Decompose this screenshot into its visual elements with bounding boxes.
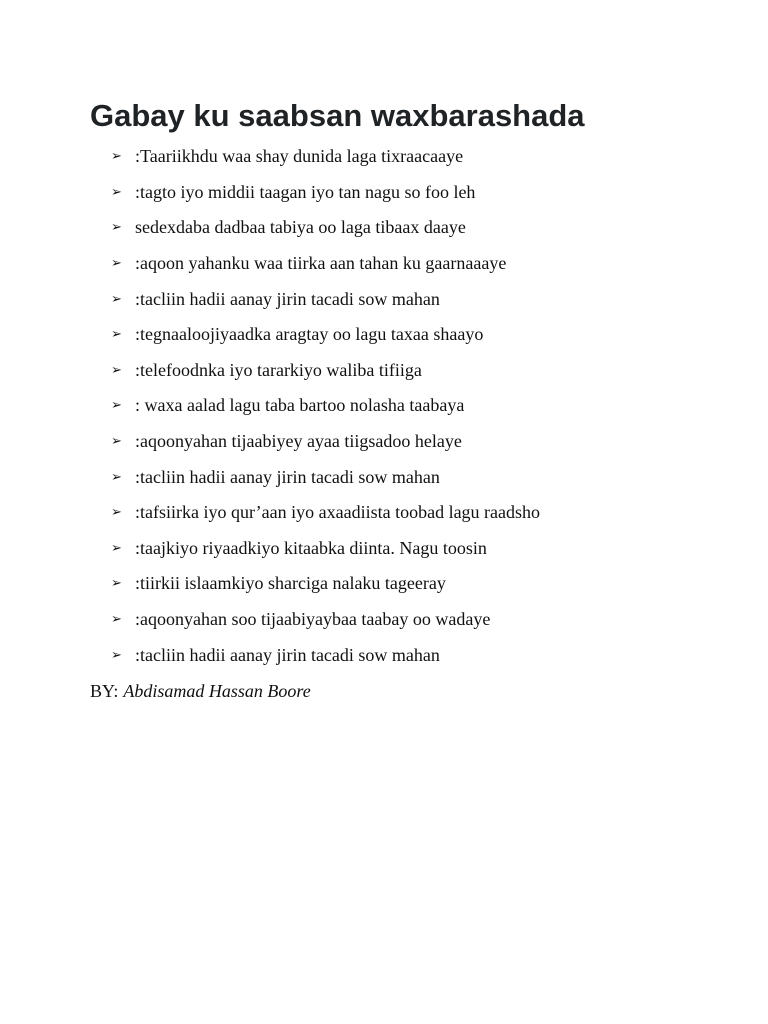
arrowhead-bullet-icon: ➢: [111, 362, 122, 378]
poem-line: [111, 317, 540, 353]
poem-line-text: :telefoodnka iyo tararkiyo waliba tifiiga: [135, 359, 422, 380]
poem-line-text: sedexdaba dadbaa tabiya oo laga tibaax daaye: [135, 217, 466, 238]
arrowhead-bullet-icon: ➢: [111, 469, 122, 485]
poem-line-text: :aqoonyahan tijaabiyey ayaa tiigsadoo helaye: [135, 431, 462, 452]
poem-title: Gabay ku saabsan waxbarashada: [90, 98, 585, 133]
poem-line-text: :tacliin hadii aanay jirin tacadi sow mahan: [135, 644, 440, 665]
arrowhead-bullet-icon: ➢: [111, 256, 122, 272]
arrowhead-bullet-icon: ➢: [111, 505, 122, 521]
poem-line-text: :tafsiirka iyo qur’aan iyo axaadiista toobad lagu raadsho: [135, 502, 541, 523]
poem-line: [111, 424, 540, 460]
author-byline: [90, 676, 311, 706]
author-name: Abdisamad Hassan Boore: [123, 680, 311, 701]
arrowhead-bullet-icon: ➢: [111, 220, 122, 236]
poem-line: [111, 175, 540, 211]
poem-line: [111, 281, 540, 317]
arrowhead-bullet-icon: ➢: [111, 398, 122, 414]
author-label: BY:: [90, 680, 119, 701]
arrowhead-bullet-icon: ➢: [111, 149, 122, 165]
arrowhead-bullet-icon: ➢: [111, 291, 122, 307]
poem-line: [111, 388, 540, 424]
poem-lines: [111, 139, 540, 673]
poem-line: [111, 459, 540, 495]
poem-line: [111, 566, 540, 602]
poem-line-text: :tacliin hadii aanay jirin tacadi sow mahan: [135, 466, 440, 487]
poem-line-text: :tiirkii islaamkiyo sharciga nalaku tageeray: [135, 573, 446, 594]
poem-line: [111, 637, 540, 673]
poem-line-text: : waxa aalad lagu taba bartoo nolasha taabaya: [135, 395, 465, 416]
arrowhead-bullet-icon: ➢: [111, 540, 122, 556]
poem-line: [111, 246, 540, 282]
poem-line-text: :Taariikhdu waa shay dunida laga tixraacaaye: [135, 146, 464, 167]
poem-line-text: :tegnaaloojiyaadka aragtay oo lagu taxaa shaayo: [135, 324, 484, 345]
arrowhead-bullet-icon: ➢: [111, 184, 122, 200]
poem-line-text: :tacliin hadii aanay jirin tacadi sow mahan: [135, 288, 440, 309]
poem-line-text: :taajkiyo riyaadkiyo kitaabka diinta. Nagu toosin: [135, 537, 487, 558]
poem-line-text: :tagto iyo middii taagan iyo tan nagu so foo leh: [135, 181, 476, 202]
poem-line: [111, 495, 540, 531]
poem-line: [111, 139, 540, 175]
poem-line-text: :aqoonyahan soo tijaabiyaybaa taabay oo wadaye: [135, 609, 491, 630]
poem-line: [111, 353, 540, 389]
arrowhead-bullet-icon: ➢: [111, 647, 122, 663]
poem-line: [111, 602, 540, 638]
arrowhead-bullet-icon: ➢: [111, 327, 122, 343]
arrowhead-bullet-icon: ➢: [111, 434, 122, 450]
arrowhead-bullet-icon: ➢: [111, 576, 122, 592]
arrowhead-bullet-icon: ➢: [111, 612, 122, 628]
poem-line: [111, 531, 540, 567]
poem-line: [111, 210, 540, 246]
poem-line-text: :aqoon yahanku waa tiirka aan tahan ku gaarnaaaye: [135, 253, 507, 274]
